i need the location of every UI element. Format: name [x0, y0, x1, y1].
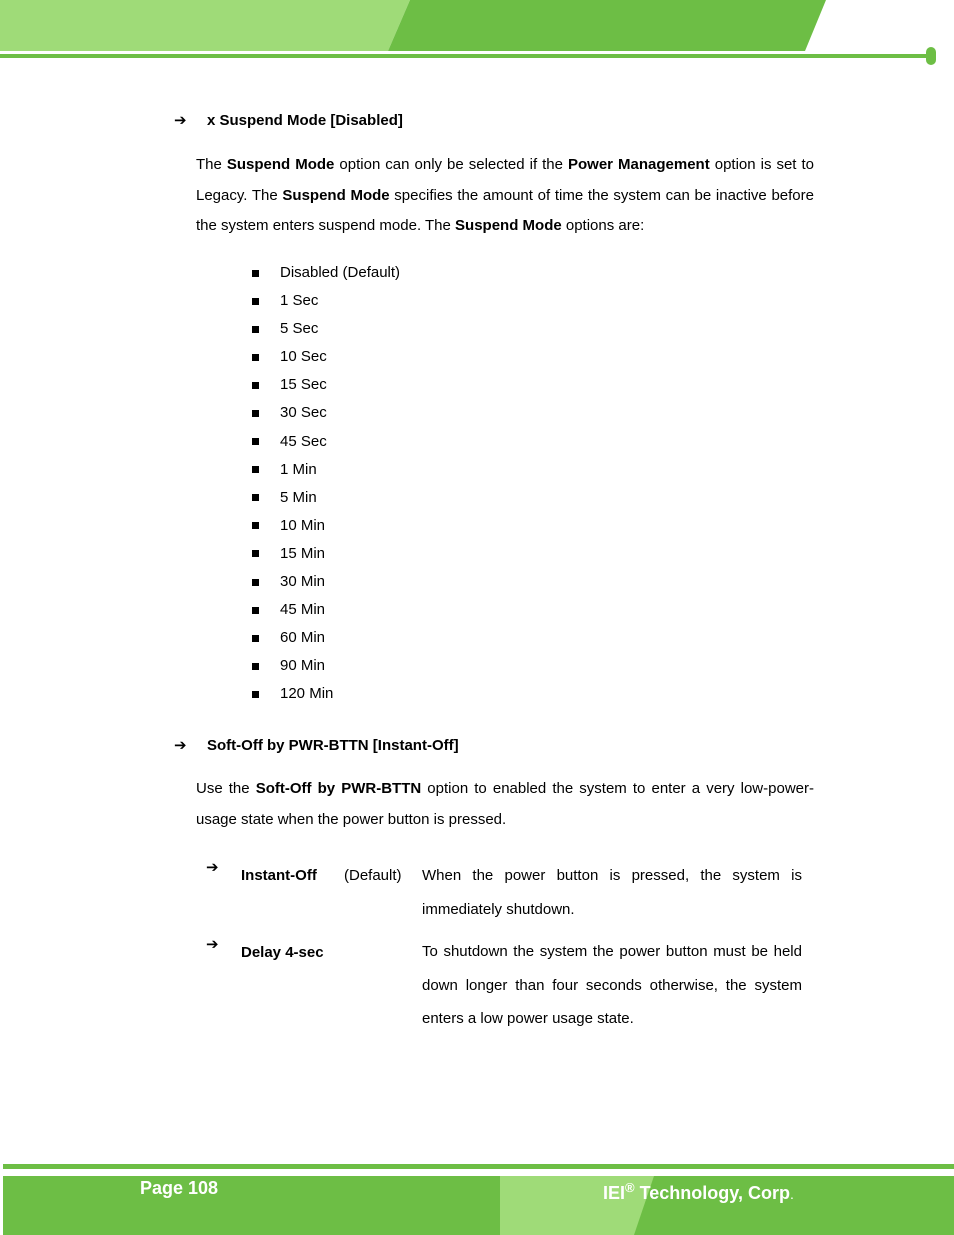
- list-item: 10 Sec: [252, 343, 400, 371]
- square-bullet-icon: [252, 438, 259, 445]
- header-rule-end: [926, 47, 936, 65]
- square-bullet-icon: [252, 410, 259, 417]
- section-heading-suspend-mode: x Suspend Mode [Disabled]: [207, 112, 403, 129]
- square-bullet-icon: [252, 382, 259, 389]
- list-item: 5 Min: [252, 484, 400, 512]
- arrow-right-icon: ➔: [174, 736, 187, 754]
- list-item: 10 Min: [252, 512, 400, 540]
- header-banner: [0, 0, 954, 54]
- footer-rule: [3, 1164, 954, 1169]
- list-item: 30 Sec: [252, 399, 400, 427]
- arrow-right-icon: ➔: [174, 111, 187, 129]
- arrow-right-icon: ➔: [206, 935, 219, 953]
- suspend-mode-description: The Suspend Mode option can only be selected if the Power Management option is set to Legacy. The Suspend Mode specifies the amount of time the system can be inactive before the system enters suspend mode. The Suspend Mode options are:: [196, 156, 814, 234]
- list-item: 15 Sec: [252, 371, 400, 399]
- list-item: 120 Min: [252, 680, 400, 708]
- page-number: Page 108: [140, 1178, 219, 1198]
- square-bullet-icon: [252, 579, 259, 586]
- square-bullet-icon: [252, 354, 259, 361]
- square-bullet-icon: [252, 326, 259, 333]
- option-label-delay-4-sec: Delay 4-sec: [241, 944, 324, 961]
- square-bullet-icon: [252, 298, 259, 305]
- square-bullet-icon: [252, 270, 259, 277]
- option-desc-instant-off: When the power button is pressed, the system is immediately shutdown.: [422, 867, 802, 918]
- option-label-instant-off: Instant-Off: [241, 867, 317, 884]
- square-bullet-icon: [252, 635, 259, 642]
- square-bullet-icon: [252, 522, 259, 529]
- arrow-right-icon: ➔: [206, 858, 219, 876]
- header-rule: [0, 54, 932, 58]
- option-default-tag: (Default): [344, 867, 402, 884]
- list-item: 45 Min: [252, 596, 400, 624]
- list-item: 60 Min: [252, 624, 400, 652]
- square-bullet-icon: [252, 466, 259, 473]
- list-item: Disabled (Default): [252, 259, 400, 287]
- list-item: 1 Min: [252, 456, 400, 484]
- list-item: 15 Min: [252, 540, 400, 568]
- soft-off-description: Use the Soft-Off by PWR-BTTN option to enabled the system to enter a very low-power-usage state when the power button is pressed.: [196, 780, 814, 828]
- square-bullet-icon: [252, 550, 259, 557]
- section-heading-soft-off: Soft-Off by PWR-BTTN [Instant-Off]: [207, 737, 459, 754]
- square-bullet-icon: [252, 663, 259, 670]
- square-bullet-icon: [252, 691, 259, 698]
- list-item: 45 Sec: [252, 428, 400, 456]
- list-item: 5 Sec: [252, 315, 400, 343]
- company-brand: IEI® Technology, Corp.: [603, 1180, 794, 1203]
- list-item: 1 Sec: [252, 287, 400, 315]
- list-item: 30 Min: [252, 568, 400, 596]
- suspend-mode-options-list: [252, 259, 400, 709]
- list-item: 90 Min: [252, 652, 400, 680]
- square-bullet-icon: [252, 607, 259, 614]
- square-bullet-icon: [252, 494, 259, 501]
- option-desc-delay-4-sec: To shutdown the system the power button must be held down longer than four seconds otherwise, the system enters a low power usage state.: [422, 943, 802, 1027]
